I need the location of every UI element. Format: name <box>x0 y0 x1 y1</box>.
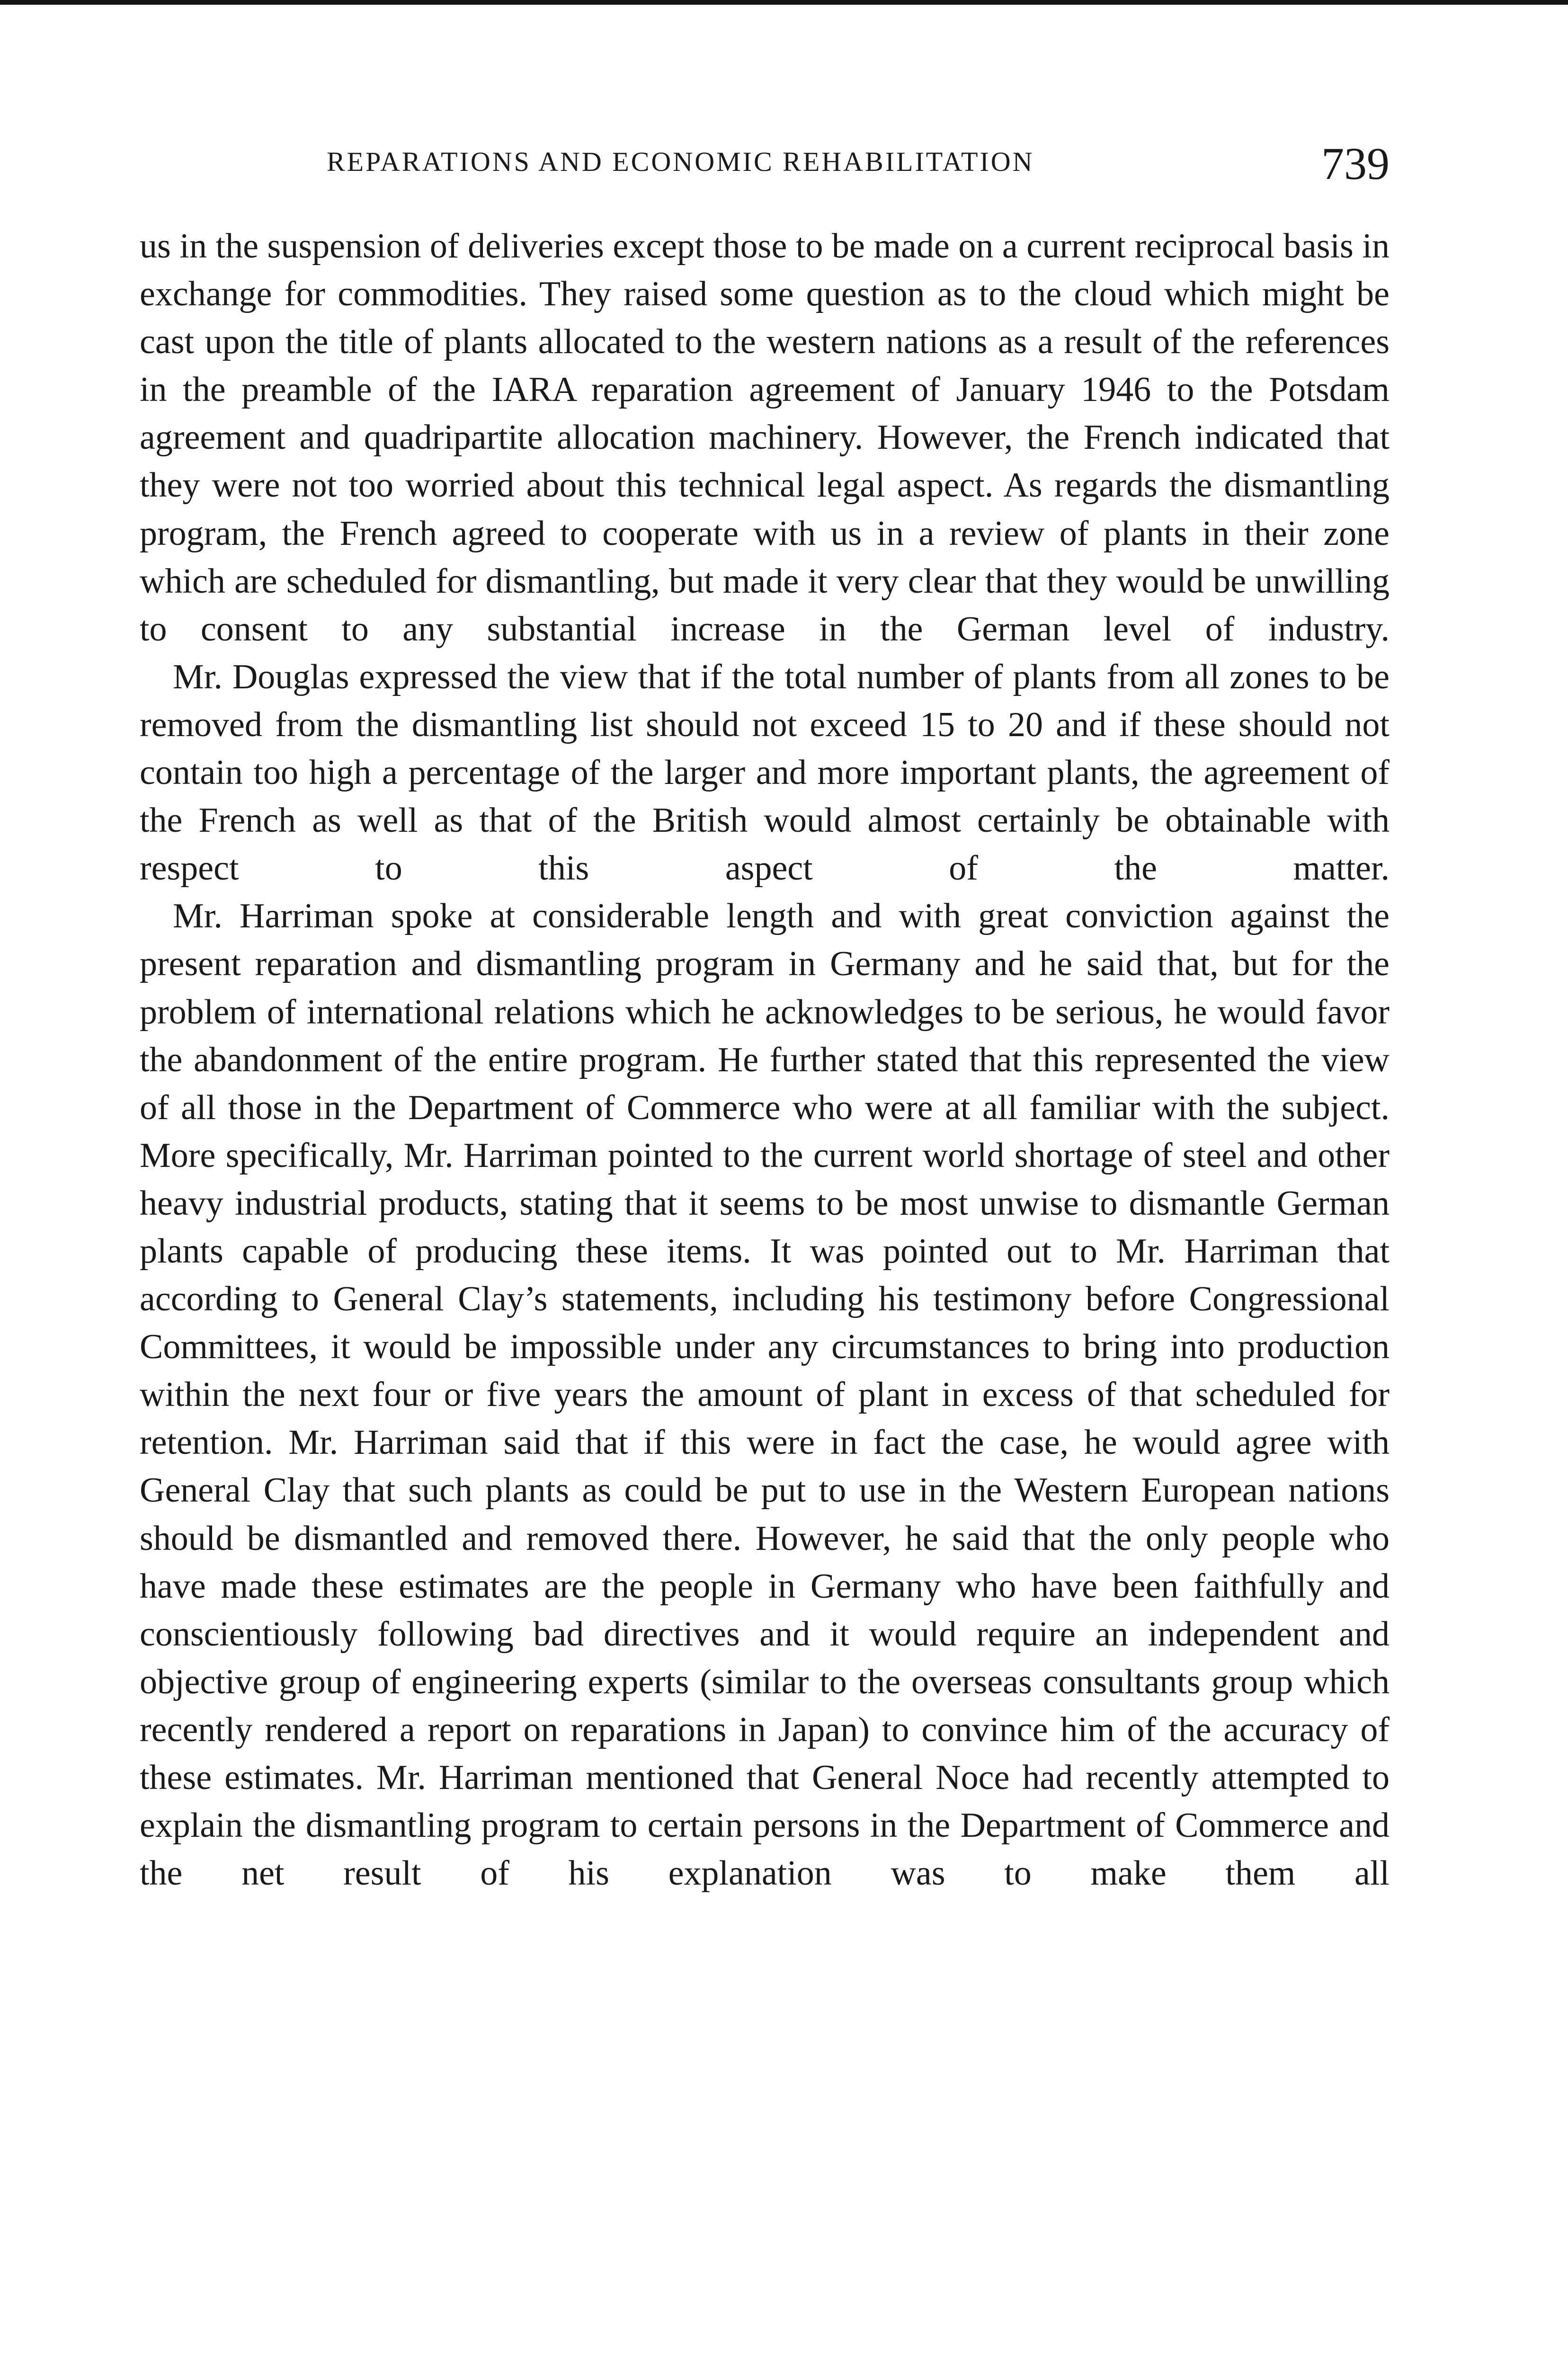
body-text <box>140 222 1390 1897</box>
top-rule <box>0 0 1568 5</box>
paragraph-douglas: Mr. Douglas expressed the view that if the total number of plants from all zones to be removed from the dismantling list should not exceed 15 to 20 and if these should not contain too high a percentage of the larger and more important plants, the agreement of the French as well as that of the British would almost certainly be obtainable with respect to this aspect of the matter. <box>140 657 1390 888</box>
page-header <box>140 137 1390 189</box>
paragraph-harriman: Mr. Harriman spoke at considerable length and with great conviction against the present reparation and dismantling program in Germany and he said that, but for the problem of international relations which he acknowledges to be serious, he would favor the abandonment of the entire program. He further stated that this represented the view of all those in the Department of Commerce who were at all familiar with the subject. More specifically, Mr. Harriman pointed to the current world shortage of steel and other heavy industrial products, stating that it seems to be most unwise to dismantle German plants capable of producing these items. It was pointed out to Mr. Harriman that according to General Clay’s statements, including his testimony before Congressional Committees, it would be impossible under any circumstances to bring into production within the next four or five years the amount of plant in excess of that scheduled for retention. Mr. Harriman said that if this were in fact the case, he would agree with General Clay that such plants as could be put to use in the Western European nations should be dismantled and removed there. However, he said that the only people who have made these estimates are the people in Germany who have been faithfully and conscientiously following bad directives and it would require an independent and objective group of engineering experts (similar to the overseas consultants group which recently rendered a report on reparations in Japan) to convince him of the accuracy of these estimates. Mr. Harriman mentioned that General Noce had recently attempted to explain the dismantling program to certain persons in the Department of Commerce and the net result of his explanation was to make them all <box>140 897 1390 1893</box>
page-number: 739 <box>1321 138 1390 189</box>
running-head: REPARATIONS AND ECONOMIC REHABILITATION <box>327 146 1034 177</box>
paragraph-continuation: us in the suspension of deliveries except those to be made on a current reciprocal basis in exchange for commodities. They raised some question as to the cloud which might be cast upon the title of plants allocated to the western nations as a result of the references in the preamble of the IARA reparation agreement of January 1946 to the Potsdam agreement and quadripartite allocation machinery. However, the French indicated that they were not too worried about this technical legal aspect. As regards the dismantling program, the French agreed to cooperate with us in a review of plants in their zone which are scheduled for dismantling, but made it very clear that they would be unwilling to consent to any substantial increase in the German level of industry. <box>140 227 1390 649</box>
